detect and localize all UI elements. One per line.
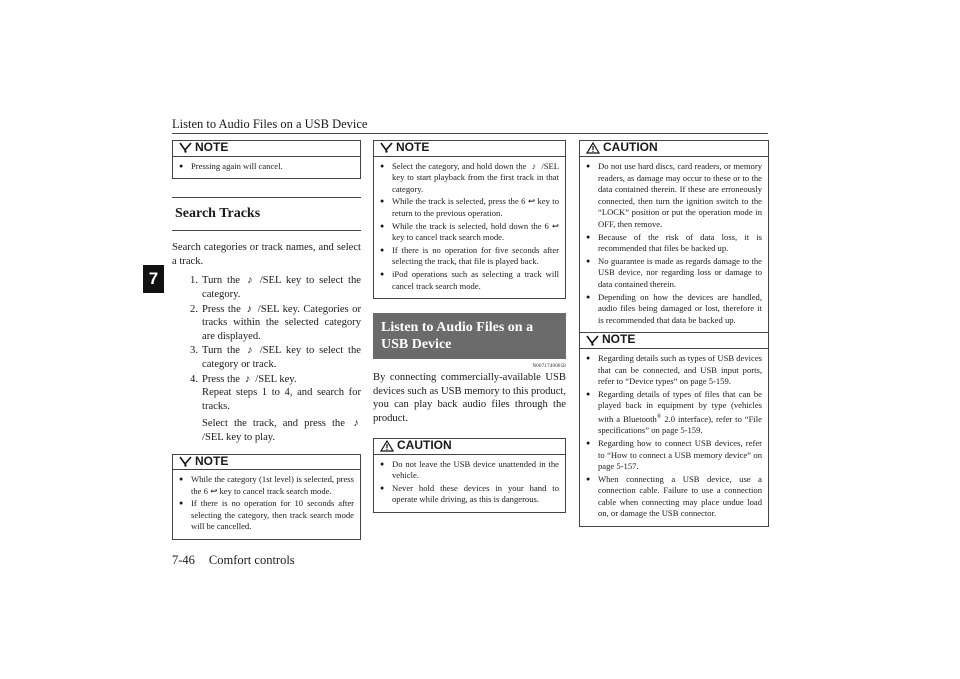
list-item: ● While the category (1st level) is selected, press the 6 ↩ key to cancel track search mode. bbox=[179, 474, 354, 496]
bullet-icon: ● bbox=[380, 221, 385, 230]
bullet-icon: ● bbox=[380, 269, 385, 278]
bullet-icon: ● bbox=[586, 353, 591, 362]
section-title-search-tracks: Search Tracks bbox=[172, 197, 361, 231]
list-item: ● When connecting a USB device, use a connection cable. Failure to use a connection cable when connecting may place undue load on, or damage the USB connector. bbox=[586, 473, 762, 519]
return-arrow-icon: ↩ bbox=[551, 220, 559, 231]
list-item: ● If there is no operation for 10 seconds after selecting the category, then track search mode will be cancelled. bbox=[179, 498, 354, 532]
note-icon bbox=[380, 142, 393, 153]
caution-box bbox=[373, 438, 566, 513]
list-item: ● Regarding how to connect USB devices, refer to “How to connect a USB memory device” on page 5-157. bbox=[586, 437, 762, 472]
page-number: 7-46 bbox=[172, 553, 195, 567]
next-track-icon: ♪ bbox=[247, 345, 253, 357]
note-header bbox=[173, 141, 360, 157]
note-box bbox=[373, 140, 566, 299]
next-track-icon: ♪ bbox=[247, 275, 253, 287]
caution-label: CAUTION bbox=[603, 140, 658, 155]
bullet-icon: ● bbox=[586, 438, 591, 447]
step-item: 3. Turn the ♪ /SEL key to select the category or track. bbox=[190, 345, 361, 370]
bullet-icon: ● bbox=[586, 256, 591, 265]
bullet-icon: ● bbox=[586, 162, 591, 170]
column-2 bbox=[373, 140, 566, 513]
warning-triangle-icon bbox=[586, 142, 600, 154]
section-title-listen-usb: Listen to Audio Files on a USB Device bbox=[373, 313, 566, 359]
step-item: 1. Turn the ♪ /SEL key to select the category. bbox=[190, 275, 361, 300]
note-label: NOTE bbox=[396, 140, 430, 154]
list-item: ● iPod operations such as selecting a track will cancel track search mode. bbox=[380, 268, 559, 291]
list-item: ● Select the category, and hold down the ♪ /SEL key to start playback from the first track in that category. bbox=[380, 160, 559, 194]
column-1 bbox=[172, 140, 361, 540]
caution-box bbox=[579, 140, 769, 333]
note-box bbox=[172, 454, 361, 541]
page-footer bbox=[172, 553, 295, 568]
list-item: ● No guarantee is made as regards damage to the USB device, nor regarding loss or damage to data contained therein. bbox=[586, 255, 762, 289]
warning-triangle-icon bbox=[380, 440, 394, 452]
step-item: 4. Press the ♪ /SEL key. Repeat steps 1 to 4, and search for tracks. Select the track, and press the ♪ /SEL key to play. bbox=[190, 373, 361, 443]
note-box bbox=[172, 140, 361, 179]
search-intro: Search categories or track names, and select a track. bbox=[172, 242, 361, 267]
bullet-icon: ● bbox=[380, 197, 385, 206]
list-item: ● Regarding details such as types of USB devices that can be connected, and USB input ports, refer to “Device types” on page 5-159. bbox=[586, 352, 762, 387]
header-rule bbox=[172, 133, 768, 134]
list-item: ● While the track is selected, press the 6 ↩ key to return to the previous operation. bbox=[380, 196, 559, 218]
bullet-icon: ● bbox=[586, 389, 591, 398]
list-item: ● Regarding details of types of files that can be played back in equipment by type (vehicles with a Bluetooth® 2.0 interface), refer to “File specifications” on page 5-159. bbox=[586, 388, 762, 436]
bullet-icon: ● bbox=[179, 499, 184, 508]
return-arrow-icon: ↩ bbox=[210, 485, 218, 496]
note-header bbox=[374, 141, 565, 157]
next-track-icon: ♪ bbox=[531, 160, 537, 171]
list-item: ● Do not use hard discs, card readers, or memory readers, as damage may occur to these or to the data contained therein. If these are erroneously connected, then turn the ignition switch to the “LOCK” position or put the operation mode in OFF, then remove. bbox=[586, 161, 762, 229]
note-box bbox=[579, 333, 769, 527]
list-item: ● If there is no operation for five seconds after selecting the track, that file is played back. bbox=[380, 244, 559, 267]
bullet-icon: ● bbox=[586, 292, 591, 301]
list-item: ● Never hold these devices in your hand to operate while driving, as this is dangerous. bbox=[380, 482, 559, 505]
page-header-title: Listen to Audio Files on a USB Device bbox=[172, 117, 368, 131]
caution-header bbox=[374, 439, 565, 455]
note-label: NOTE bbox=[195, 140, 229, 154]
bullet-icon: ● bbox=[586, 474, 591, 483]
list-item: ● Do not leave the USB device unattended in the vehicle. bbox=[380, 458, 559, 481]
list-item: ● Depending on how the devices are handled, audio files being damaged or lost, therefore it is recommended that data be backed up. bbox=[586, 291, 762, 325]
next-track-icon: ♪ bbox=[353, 418, 359, 430]
chapter-tab: 7 bbox=[143, 265, 164, 293]
footer-section: Comfort controls bbox=[208, 553, 295, 567]
next-track-icon: ♪ bbox=[244, 373, 251, 385]
note-icon bbox=[586, 335, 599, 346]
caution-label: CAUTION bbox=[397, 437, 452, 452]
next-track-icon: ♪ bbox=[246, 303, 252, 315]
list-item: ● While the track is selected, hold down the 6 ↩ key to cancel track search mode. bbox=[380, 220, 559, 243]
note-icon bbox=[179, 456, 192, 467]
note-icon bbox=[179, 142, 192, 153]
note-header bbox=[580, 333, 768, 349]
bullet-icon: ● bbox=[586, 232, 591, 241]
bullet-icon: ● bbox=[380, 459, 385, 468]
list-item: ● Pressing again will cancel. bbox=[179, 160, 283, 171]
note-header bbox=[173, 455, 360, 471]
bullet-icon: ● bbox=[380, 245, 385, 254]
listen-body: By connecting commercially-available USB devices such as USB memory to this product, you can play back audio files through the product. bbox=[373, 372, 567, 424]
note-label: NOTE bbox=[602, 332, 636, 347]
caution-header bbox=[580, 141, 768, 157]
bullet-icon: ● bbox=[179, 161, 184, 170]
note-label: NOTE bbox=[195, 453, 229, 468]
list-item: ● Because of the risk of data loss, it is recommended that files be backed up. bbox=[586, 231, 762, 254]
step-item: 2. Press the ♪ /SEL key. Categories or tracks within the selected category are displayed. bbox=[190, 303, 361, 342]
search-steps bbox=[172, 274, 361, 444]
column-3 bbox=[579, 140, 769, 527]
document-code: N00717400058 bbox=[532, 364, 566, 370]
bullet-icon: ● bbox=[380, 161, 385, 170]
bullet-icon: ● bbox=[179, 475, 184, 484]
return-arrow-icon: ↩ bbox=[527, 196, 536, 207]
bullet-icon: ● bbox=[380, 483, 385, 492]
